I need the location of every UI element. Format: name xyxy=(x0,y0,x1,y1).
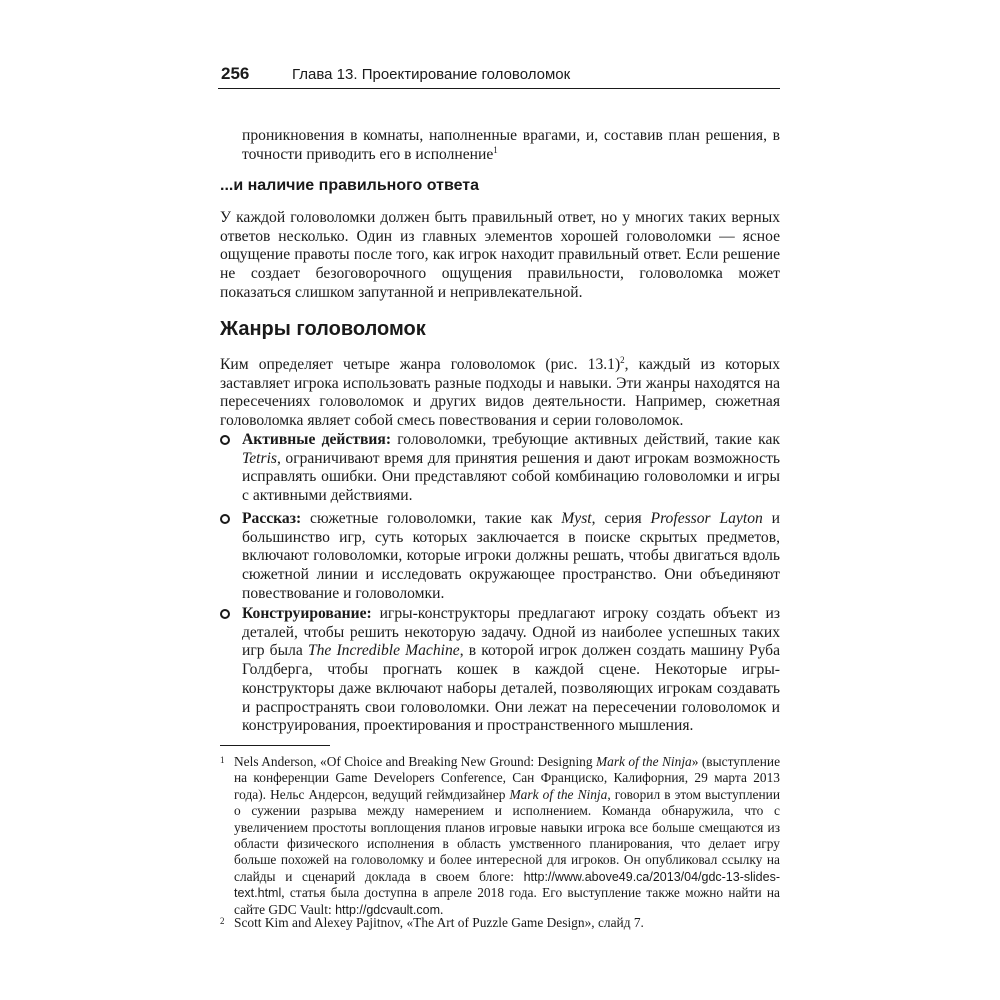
genres-text-start: Ким определяет четыре жанра головоломок (рис. 13.1) xyxy=(220,356,621,373)
footnote-1 xyxy=(220,754,780,918)
footnote-number: 1 xyxy=(220,755,225,765)
footnote-ref-2: 2 xyxy=(620,354,625,365)
footnote-text: Scott Kim and Alexey Pajitnov, «The Art of Puzzle Game Design», слайд 7. xyxy=(234,915,644,930)
list-item-text xyxy=(242,605,780,736)
genre-desc: и большинство игр, суть которых заключается в поиске скрытых предметов, включают головоломки, которые игроки должны решать, чтобы двигаться вдоль сюжетной линии и исследовать окружающее пространство. Они объединяют повествование и головоломки. xyxy=(242,510,780,602)
section-heading-genres: Жанры головоломок xyxy=(220,318,426,340)
genre-term: Конструирование: xyxy=(242,605,372,622)
footnote-number: 2 xyxy=(220,916,225,926)
genre-desc: , серия xyxy=(591,510,651,527)
game-title: The Incredible Machine xyxy=(307,642,460,660)
footnote-part: , статья была доступна в апреле 2018 года. Его выступление также можно найти на сайте GDC Vault: xyxy=(234,885,780,917)
genres-text-end: , каждый из которых заставляет игрока использовать разные подходы и навыки. Эти жанры находятся на пересечениях головоломок и других видов деятельности. Например, сюжетная головоломка являет собой смесь повествования и серии головоломок. xyxy=(220,356,780,430)
bullet-circle-icon xyxy=(220,435,230,445)
genre-desc: сюжетные головоломки, такие как xyxy=(301,510,562,527)
footnote-part: Nels Anderson, «Of Choice and Breaking New Ground: Designing xyxy=(234,754,596,769)
genre-term: Рассказ: xyxy=(242,510,302,527)
genre-desc: головоломки, требующие активных действий, такие как xyxy=(391,431,780,448)
list-item-text xyxy=(242,510,780,604)
bullet-circle-icon xyxy=(220,514,230,524)
game-title: Mark of the Ninja xyxy=(595,754,692,769)
game-title: Tetris xyxy=(242,449,277,467)
footnote-part: , говорил в этом выступлении о сужении разрыва между намерением и исполнением. Команда обнаружила, что с увеличением простоты воплощения планов игровые навыки игрока все больше смещаются из области физического исполнения в область умственного планирования, что делает игру больше похожей на головоломку и более интересной для игроков. Он опубликовал ссылку на слайды и сценарий доклада в своем блоге: xyxy=(234,786,780,884)
list-item-text xyxy=(242,431,780,506)
list-item-construction xyxy=(220,605,780,736)
footnote-part: » (выступление на конференции Game Developers Conference, Сан Франциско, Калифорния, 29 марта 2013 года). Нельс Андерсон, ведущий геймдизайнер xyxy=(234,754,781,802)
footnote-ref-1: 1 xyxy=(493,144,498,155)
chapter-title: Глава 13. Проектирование головоломок xyxy=(292,66,571,83)
game-title: Professor Layton xyxy=(650,510,763,527)
genre-desc: , ограничивают время для принятия решения и дают игрокам возможность исправлять ошибки. Они представляют собой комбинацию головоломки и игры с активными действиями. xyxy=(242,449,780,505)
game-title: Mark of the Ninja xyxy=(509,786,608,802)
footnote-divider xyxy=(220,745,330,746)
section-heading-answer: ...и наличие правильного ответа xyxy=(220,177,480,194)
genre-desc: , в которой игрок должен создать машину Руба Голдберга, чтобы прогнать кошек в каждой сцене. Некоторые игры-конструкторы даже включают наборы деталей, позволяющих игрокам создавать и распространять свои головоломки. Они лежат на пересечении головоломок и конструирования, проектирования и пространственного мышления. xyxy=(242,642,781,735)
footnote-2 xyxy=(220,915,780,931)
blog-url-link[interactable]: http://www.above49.ca/2013/04/gdc-13-slides-text.html xyxy=(234,869,780,901)
footnote-part: . xyxy=(440,901,444,917)
game-title: Myst xyxy=(561,510,592,527)
intro-text: проникновения в комнаты, наполненные врагами, и, составив план решения, в точности приводить его в исполнение xyxy=(242,127,780,163)
list-item-story xyxy=(220,510,780,604)
page-number: 256 xyxy=(221,64,250,83)
genre-desc: игры-конструкторы предлагают игроку создать объект из деталей, чтобы решить некоторую задачу. Одной из наиболее успешных таких игр была xyxy=(242,605,780,660)
running-header xyxy=(218,62,780,89)
list-item-action xyxy=(220,431,780,506)
intro-paragraph xyxy=(242,127,780,164)
answer-paragraph: У каждой головоломки должен быть правильный ответ, но у многих таких верных ответов несколько. Один из главных элементов хорошей головоломки — ясное ощущение правоты после того, как игрок находит правильный ответ. Если решение не создает безоговорочного ощущения правильности, головоломка может показаться слишком запутанной и непривлекательной. xyxy=(220,209,780,301)
genres-paragraph xyxy=(220,356,780,431)
genre-term: Активные действия: xyxy=(242,431,392,448)
bullet-circle-icon xyxy=(220,609,230,619)
footnote-text xyxy=(234,754,780,918)
gdc-vault-link[interactable]: http://gdcvault.com xyxy=(335,902,440,917)
